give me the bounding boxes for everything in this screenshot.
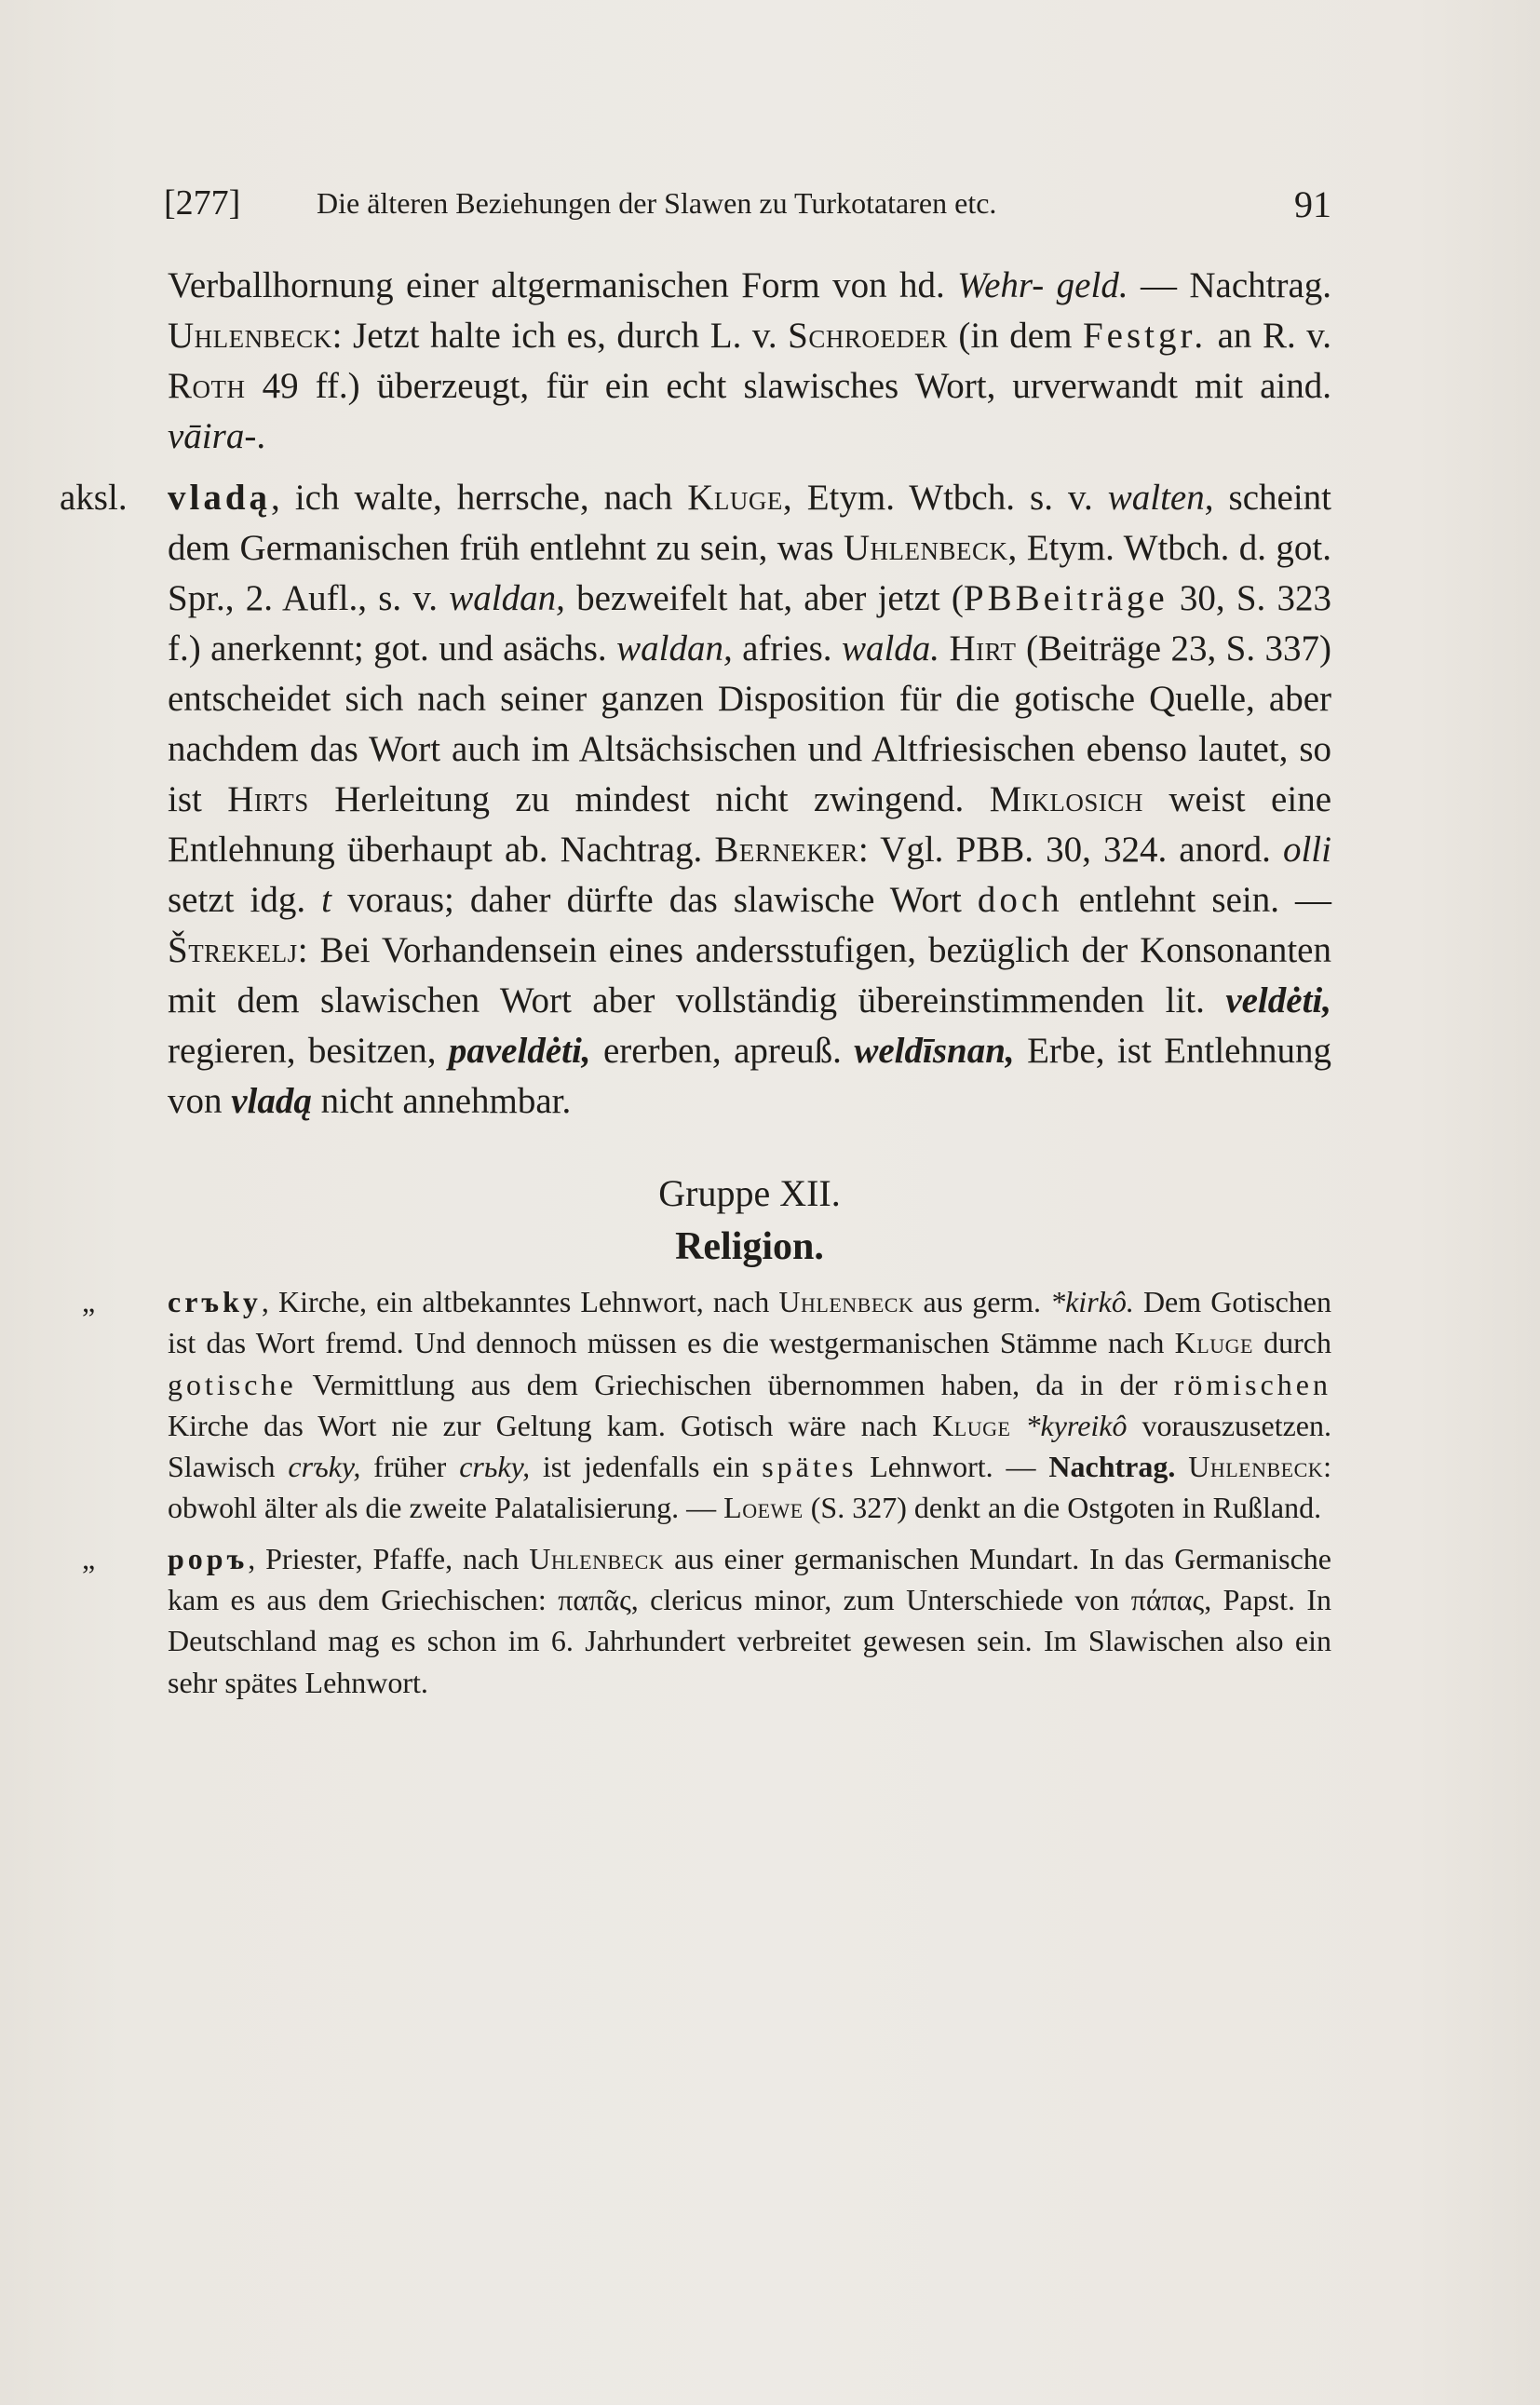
term-italic: vāira- [168,416,257,456]
author-name: Uhlenbeck [1188,1450,1324,1484]
nachtrag-label: Nachtrag. [1048,1450,1176,1484]
text-run: weist eine Entlehnung überhaupt ab. Nachtrag. [168,779,1332,870]
text-run: entlehnt sein. — [1062,880,1332,920]
headword: vladą [168,478,272,518]
page-number: 91 [1294,183,1331,225]
author-name: Kluge [1174,1326,1253,1360]
headword: crъky [168,1285,262,1318]
text-run: bezweifelt hat, aber jetzt ( [564,578,964,618]
text-run: , ich walte, herrsche, nach [271,478,688,518]
text-run: Dem Gotischen ist das Wort fremd. Und dennoch müssen es die westgermanischen Stämme nach [168,1285,1332,1360]
text-run: (in dem [947,316,1083,356]
text-run: 49 ff.) [245,366,360,406]
ditto-marker: „ [82,1541,96,1575]
spaced-text: römischen [1173,1367,1331,1401]
text-run: Lehnwort. — [857,1450,1049,1484]
text-run: nicht annehmbar. [311,1081,572,1121]
author-name: Schroeder [788,316,948,356]
text-run: : Vgl. PBB. 30, 324. anord. [858,830,1283,870]
text-run: regieren, besitzen, [168,1031,449,1071]
text-run: durch [1252,1326,1332,1360]
author-name: Štrekelj [168,930,298,970]
text-run: , Kirche, ein altbekanntes Lehnwort, nach [261,1285,779,1318]
text-run: Herleitung zu mindest nicht zwingend. [308,779,990,819]
greek-term: πάπας, [1130,1583,1212,1617]
text-run: Erbe, ist Entlehnung von [168,1031,1331,1121]
text-run: Vermittlung aus dem Griechischen übernommen haben, da in der [296,1367,1174,1401]
group-label: Gruppe XII. [658,1172,841,1214]
term-italic: olli [1282,830,1331,870]
section-heading [168,1168,1331,1274]
term-italic: weldīsnan, [854,1031,1015,1071]
author-name: Uhlenbeck [168,316,332,356]
spaced-text: doch [977,880,1063,920]
author-name: Berneker [714,830,858,870]
spaced-text: gotische [168,1367,297,1401]
text-run: Kirche das Wort nie zur Geltung kam. Gotisch wäre nach [168,1408,933,1442]
headword: popъ [168,1541,249,1575]
text-run: — Nachtrag. [1128,265,1332,305]
author-name: Uhlenbeck [529,1541,665,1575]
text-run: voraus; daher dürfte das slawische Wort [331,880,978,920]
term-italic: t [321,880,332,920]
text-run: : obwohl älter als die zweite Palatalisierung. — [168,1450,1332,1525]
entry-language-marker: aksl. [60,478,128,518]
text-run: Papst. In Deutschland mag es schon im 6. Jahrhundert verbreitet gewesen sein. Im Slawischen also ein sehr spätes Lehnwort. [168,1583,1332,1699]
author-name: Hirt [949,628,1017,669]
author-name: Miklosich [989,779,1143,819]
author-name: Uhlenbeck [843,528,1008,568]
term-italic: walda. [841,628,940,669]
text-run: überzeugt, für ein echt slawisches Wort, urverwandt mit [376,366,1244,406]
text-run: afries. [732,628,842,669]
author-name: Uhlenbeck [778,1285,914,1318]
section-title: Religion. [675,1225,824,1268]
page-reference: [277] [164,183,241,223]
text-run: setzt idg. [168,880,322,920]
text-run: clericus minor, zum Unterschiede von [638,1583,1131,1617]
author-name: Roth [168,366,246,406]
term-italic: walten, [1107,478,1214,518]
text-run: : Bei Vorhandensein eines andersstufigen, bezüglich der Konsonanten mit dem slawischen Wort aber vollständig übereinstimmenden lit. [168,930,1331,1020]
text-run: Verballhornung einer altgermanischen Form von hd. [168,265,958,305]
text-run: , Etym. Wtbch. d. got. Spr., 2. Aufl., s. v. [168,528,1331,618]
spaced-text: spätes [762,1450,858,1484]
text-run: früher [360,1450,460,1484]
entry-vlada [60,473,1332,1127]
text-run: ist jedenfalls ein [530,1450,763,1484]
text-run: 30, S. 323 f.) anerkennt; got. und asächs. [168,578,1331,669]
term-italic: crьky, [459,1450,531,1484]
author-name: Loewe [723,1491,804,1525]
spaced-text: Festgr. [1082,316,1208,356]
author-name: Hirts [227,779,309,819]
text-run: L. v. [709,316,789,356]
term-italic: crъky, [288,1450,361,1484]
ditto-marker: „ [82,1285,96,1318]
page-body [60,261,1332,1703]
text-run: . [256,416,266,456]
term-italic: waldan, [449,578,565,618]
text-run: aind. [1260,366,1331,406]
term-italic: Wehr- [957,265,1045,305]
text-run [939,628,949,669]
text-run: : Jetzt halte ich es, durch [331,316,700,356]
entry-crky [82,1281,1332,1529]
entry-pop [82,1538,1332,1703]
page-header [164,182,1331,238]
text-run: scheint dem Germanischen früh entlehnt zu sein, was [168,478,1332,568]
text-run: vorauszusetzen. Slawisch [168,1408,1332,1484]
text-run [1175,1450,1188,1483]
text-run: , Priester, Pfaffe, nach [248,1541,530,1575]
text-run: aus germ. [913,1285,1051,1318]
author-name: Kluge [932,1408,1011,1442]
term-italic: pavеldėti, [448,1031,591,1071]
text-run: (S. 327) denkt an die Ostgoten in Rußland. [803,1491,1322,1525]
term-italic: *kirkô. [1050,1285,1134,1318]
greek-term: παπᾶς, [558,1583,639,1617]
text-run: ererben, apreuß. [590,1031,855,1071]
text-run [1010,1409,1025,1442]
term-italic: geld. [1056,265,1128,305]
term-italic: *kyreikô [1025,1408,1128,1442]
text-run: aus einer germanischen Mundart. In das Germanische kam es aus dem Griechischen: [168,1541,1332,1617]
paragraph-continuation [168,261,1331,462]
running-title: Die älteren Beziehungen der Slawen zu Turkotataren etc. [317,186,997,220]
term-italic: veldėti, [1225,980,1331,1020]
author-name: Kluge [687,478,783,518]
term-italic: vladą [231,1081,312,1121]
term-italic: waldan, [616,628,733,669]
spaced-text: PBBeiträge [963,578,1169,618]
text-run: (Beiträge 23, S. 337) entscheidet sich nach seiner ganzen Disposition für die gotische Quelle, aber nachdem das Wort auch im Altsächsischen und Altfriesischen ebenso lautet, so ist [168,628,1332,819]
text-run: , Etym. Wtbch. s. v. [782,478,1108,518]
text-run: an R. v. [1207,316,1332,356]
